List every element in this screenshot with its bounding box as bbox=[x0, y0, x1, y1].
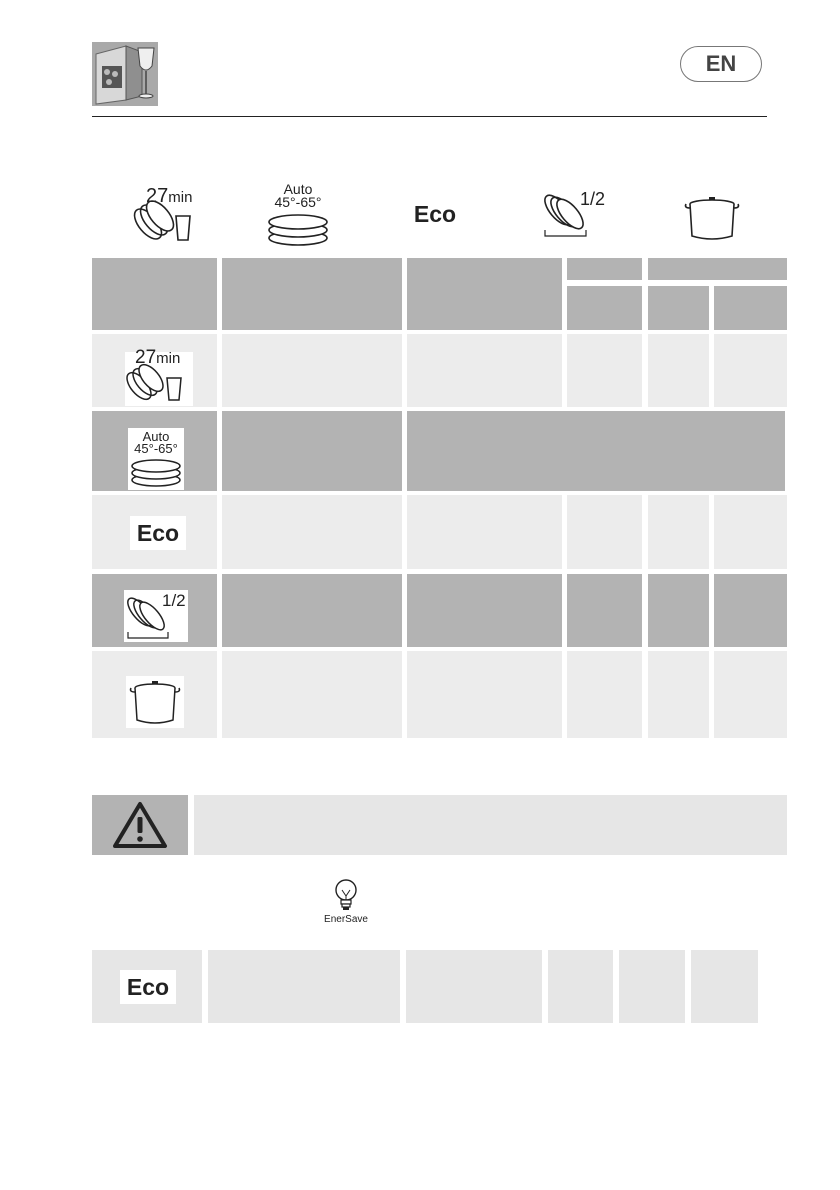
table-header-cell bbox=[648, 258, 787, 280]
half-load-fraction: 1/2 bbox=[580, 189, 606, 209]
table-cell bbox=[648, 495, 709, 569]
table-cell bbox=[407, 495, 562, 569]
table-cell bbox=[714, 334, 787, 407]
table-cell bbox=[208, 950, 400, 1023]
lightbulb-icon bbox=[332, 878, 360, 914]
auto-label-line2: 45°-65° bbox=[274, 194, 322, 210]
table-cell-merged bbox=[407, 411, 785, 491]
eco-label: Eco bbox=[413, 201, 457, 227]
language-badge bbox=[680, 46, 762, 82]
table-cell bbox=[406, 950, 542, 1023]
dishwasher-glass-icon bbox=[92, 42, 158, 106]
enersave-icon bbox=[318, 878, 374, 928]
table-cell bbox=[714, 495, 787, 569]
table-header-cell bbox=[222, 258, 402, 330]
warning-triangle-icon bbox=[112, 801, 168, 849]
header-logo bbox=[92, 42, 158, 106]
table-cell bbox=[407, 651, 562, 738]
table-cell bbox=[548, 950, 613, 1023]
header-rule bbox=[92, 116, 767, 117]
row-auto-label-line2: 45°-65° bbox=[134, 441, 178, 456]
eco-program-icon bbox=[400, 201, 470, 228]
pot-icon bbox=[682, 194, 742, 242]
table-cell bbox=[407, 574, 562, 647]
warning-text-cell bbox=[194, 795, 787, 855]
row-pot-icon bbox=[126, 676, 184, 728]
row-auto-label-line1: Auto bbox=[142, 429, 170, 444]
half-load-program-icon bbox=[540, 188, 610, 242]
table-cell bbox=[648, 334, 709, 407]
table-cell bbox=[691, 950, 758, 1023]
table-cell bbox=[567, 334, 642, 407]
row-auto-program-icon bbox=[128, 428, 184, 490]
table-header-cell bbox=[407, 258, 562, 330]
table-cell bbox=[714, 574, 787, 647]
language-badge-text: EN bbox=[705, 51, 737, 76]
table-cell bbox=[222, 334, 402, 407]
warning-icon-cell bbox=[92, 795, 188, 855]
table-header-cell bbox=[648, 286, 709, 330]
quick-program-icon bbox=[130, 185, 210, 246]
table-cell bbox=[222, 495, 402, 569]
table-cell bbox=[619, 950, 685, 1023]
table-cell bbox=[222, 574, 402, 647]
table-cell bbox=[407, 334, 562, 407]
table-cell bbox=[648, 651, 709, 738]
eco-table-label: Eco bbox=[120, 970, 176, 1004]
row-quick-time-unit: min bbox=[156, 350, 181, 367]
auto-program-icon bbox=[262, 182, 334, 248]
quick-time-unit: min bbox=[168, 189, 193, 206]
table-header-cell bbox=[567, 286, 642, 330]
table-header-cell bbox=[567, 258, 642, 280]
table-cell bbox=[222, 411, 402, 491]
auto-label-line1: Auto bbox=[283, 181, 313, 197]
table-cell bbox=[567, 495, 642, 569]
row-half-load-fraction: 1/2 bbox=[162, 591, 186, 610]
row-quick-program-icon bbox=[125, 347, 193, 406]
enersave-label: EnerSave bbox=[324, 914, 368, 925]
table-header-cell bbox=[714, 286, 787, 330]
row-eco-label: Eco bbox=[130, 516, 186, 550]
table-cell bbox=[567, 651, 642, 738]
quick-time-value: 27 bbox=[146, 185, 169, 207]
row-quick-time-value: 27 bbox=[135, 347, 157, 368]
table-header-cell bbox=[92, 258, 217, 330]
table-cell bbox=[222, 651, 402, 738]
row-half-load-program-icon bbox=[124, 590, 188, 642]
table-cell bbox=[648, 574, 709, 647]
table-cell bbox=[714, 651, 787, 738]
table-cell bbox=[567, 574, 642, 647]
